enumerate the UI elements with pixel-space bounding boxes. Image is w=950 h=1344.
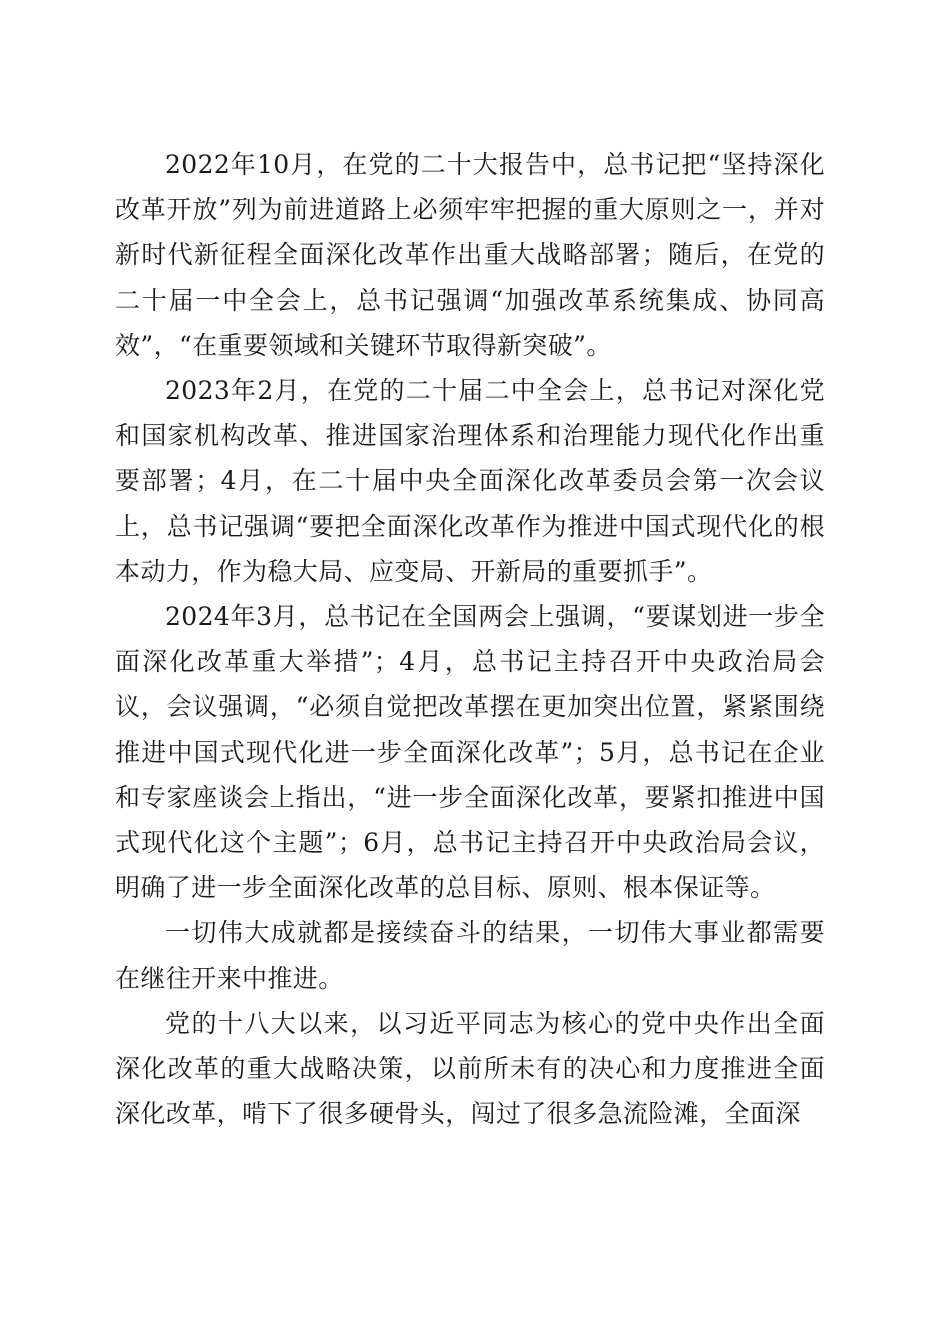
- paragraph-2022: 2022年10月，在党的二十大报告中，总书记把“坚持深化改革开放”列为前进道路上必须牢牢把握的重大原则之一，并对新时代新征程全面深化改革作出重大战略部署；随后，在党的二十届一中全会上，总书记强调“加强改革系统集成、协同高效”，“在重要领域和关键环节取得新突破”。: [115, 150, 825, 360]
- paragraph-2023: 2023年2月，在党的二十届二中全会上，总书记对深化党和国家机构改革、推进国家治理体系和治理能力现代化作出重要部署；4月，在二十届中央全面深化改革委员会第一次会议上，总书记强调“要把全面深化改革作为推进中国式现代化的根本动力，作为稳大局、应变局、开新局的重要抓手”。: [115, 376, 825, 586]
- paragraph-since-18th-congress: 党的十八大以来，以习近平同志为核心的党中央作出全面深化改革的重大战略决策，以前所未有的决心和力度推进全面深化改革，啃下了很多硬骨头，闯过了很多急流险滩，全面深: [115, 1008, 825, 1129]
- document-body: [115, 142, 825, 1136]
- paragraph-2024: 2024年3月，总书记在全国两会上强调，“要谋划进一步全面深化改革重大举措”；4月，总书记主持召开中央政治局会议，会议强调，“必须自觉把改革摆在更加突出位置，紧紧围绕推进中国式现代化进一步全面深化改革”；5月，总书记在企业和专家座谈会上指出，“进一步全面深化改革，要紧扣推进中国式现代化这个主题”；6月，总书记主持召开中央政治局会议，明确了进一步全面深化改革的总目标、原则、根本保证等。: [115, 602, 825, 903]
- paragraph-achievements: 一切伟大成就都是接续奋斗的结果，一切伟大事业都需要在继往开来中推进。: [115, 918, 825, 993]
